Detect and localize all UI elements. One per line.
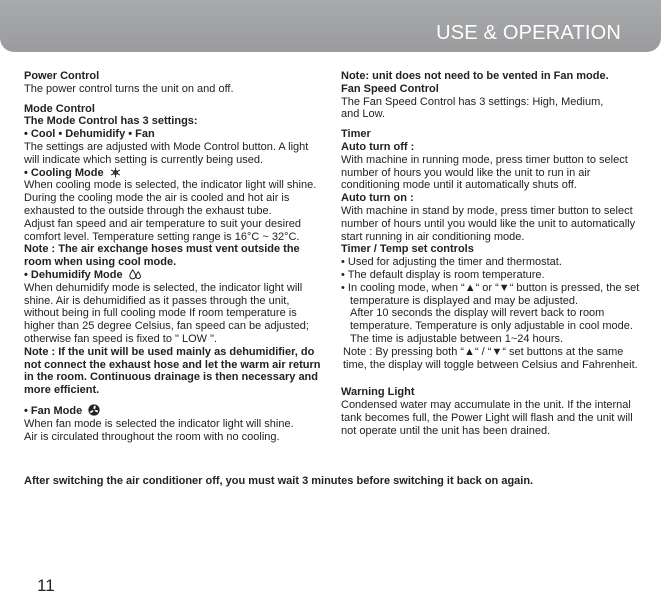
cooling-mode-title: • Cooling Mode (24, 166, 104, 179)
dehumidify-text-line: without being in full cooling mode If room temperature is (24, 307, 297, 320)
auto-turn-on-line: With machine in stand by mode, press timer button to select (341, 204, 633, 217)
timer-bullet: • Used for adjusting the timer and thermostat. (341, 256, 562, 269)
mode-text-line: The settings are adjusted with Mode Control button. A light (24, 140, 309, 153)
dehumidify-note-line: more efficient. (24, 384, 100, 397)
auto-turn-on-title: Auto turn on : (341, 192, 414, 205)
mode-settings-heading: The Mode Control has 3 settings: (24, 115, 198, 128)
timer-temp-title: Timer / Temp set controls (341, 243, 474, 256)
auto-turn-on-line: number of hours until you would like the unit to automatically (341, 217, 636, 230)
page-title: USE & OPERATION (436, 22, 621, 44)
fan-text-line: When fan mode is selected the indicator light will shine. (24, 417, 294, 430)
header-band (0, 0, 661, 52)
right-column (341, 70, 646, 438)
dehumidify-text-line: shine. Air is dehumidified as it passes through the unit, (24, 294, 290, 307)
auto-turn-off-line: conditioning mode until it automatically shuts off. (341, 179, 577, 192)
cooling-note-line: Note : The air exchange hoses must vent outside the (24, 243, 300, 256)
fan-speed-text-line: and Low. (341, 108, 386, 121)
mode-list: • Cool • Dehumidify • Fan (24, 128, 155, 141)
page-number: 11 (37, 576, 55, 595)
power-control-text: The power control turns the unit on and off. (24, 82, 234, 95)
cooling-text-line: During the cooling mode the air is cooled and hot air is (24, 192, 290, 205)
dehumidify-note-line: Note : If the unit will be used mainly as dehumidifier, do (24, 345, 315, 358)
timer-bullet: • The default display is room temperature. (341, 268, 545, 281)
dehumidify-mode-title: • Dehumidify Mode (24, 268, 123, 281)
timer-bullet-continued: temperature. Temperature is only adjustable in cool mode. (350, 320, 633, 333)
dehumidify-text-line: otherwise fan speed is fixed to " LOW ". (24, 332, 218, 345)
warning-light-title: Warning Light (341, 386, 415, 399)
cooling-text-line: comfort level. Temperature setting range is 16°C ~ 32°C. (24, 230, 300, 243)
dehumidify-note-line: in the room. Continuous drainage is then necessary and (24, 371, 318, 384)
cooling-mode-heading (24, 167, 328, 180)
fan-vent-note: Note: unit does not need to be vented in Fan mode. (341, 70, 609, 82)
fan-speed-title: Fan Speed Control (341, 82, 439, 95)
timer-bullet-continued: temperature is displayed and may be adjusted. (350, 294, 579, 307)
toggle-note-line: time, the display will toggle between Celsius and Fahrenheit. (343, 358, 638, 371)
cooling-text-line: When cooling mode is selected, the indicator light will shine. (24, 179, 317, 192)
dehumidify-text-line: When dehumidify mode is selected, the indicator light will (24, 281, 303, 294)
auto-turn-off-title: Auto turn off : (341, 140, 415, 153)
fan-mode-title: • Fan Mode (24, 404, 83, 417)
fan-icon (88, 404, 100, 416)
warning-light-line: Condensed water may accumulate in the unit. If the internal (341, 399, 631, 412)
mode-control-title: Mode Control (24, 102, 95, 115)
warning-light-line: tank becomes full, the Power Light will flash and the unit will (341, 411, 633, 424)
auto-turn-off-line: number of hours you would like the unit to run in air (341, 166, 591, 179)
footer-note: After switching the air conditioner off, you must wait 3 minutes before switching it back on again. (24, 475, 534, 487)
fan-mode-heading (24, 404, 328, 418)
mode-text-line: will indicate which setting is currently being used. (24, 153, 264, 166)
snowflake-icon (110, 167, 121, 178)
dehumidify-mode-heading (24, 269, 328, 282)
water-drop-icon (129, 269, 142, 280)
fan-speed-text-line: The Fan Speed Control has 3 settings: High, Medium, (341, 95, 604, 108)
auto-turn-on-line: start running in air conditioning mode. (341, 230, 525, 243)
toggle-note-line: Note : By pressing both “▲“ / “▼“ set buttons at the same (343, 345, 624, 358)
timer-bullet: • In cooling mode, when “▲“ or “▼“ button is pressed, the set (341, 281, 640, 294)
cooling-text-line: Adjust fan speed and air temperature to suit your desired (24, 217, 301, 230)
auto-turn-off-line: With machine in running mode, press timer button to select (341, 153, 628, 166)
timer-bullet-continued: The time is adjustable between 1~24 hours. (350, 332, 564, 345)
timer-bullet-continued: After 10 seconds the display will revert back to room (350, 307, 605, 320)
dehumidify-text-line: higher than 25 degree Celsius, fan speed can be adjusted; (24, 320, 309, 333)
cooling-note-line: room when using cool mode. (24, 256, 177, 269)
timer-title: Timer (341, 128, 371, 141)
cooling-text-line: exhausted to the outside through the exhaust tube. (24, 204, 272, 217)
dehumidify-note-line: not connect the exhaust hose and let the warm air return (24, 358, 321, 371)
fan-text-line: Air is circulated throughout the room with no cooling. (24, 430, 280, 443)
power-control-title: Power Control (24, 70, 100, 82)
warning-light-line: not operate until the unit has been drained. (341, 424, 551, 437)
left-column (24, 70, 328, 443)
